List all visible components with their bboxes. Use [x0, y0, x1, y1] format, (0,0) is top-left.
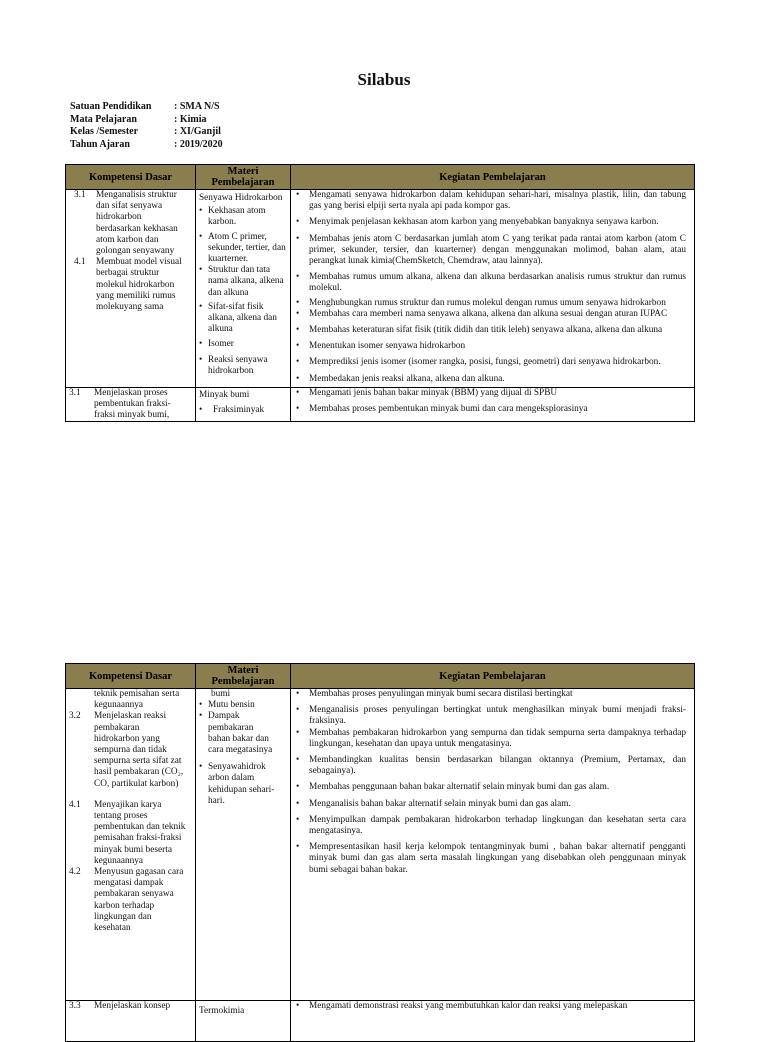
kegiatan-item — [294, 404, 686, 415]
kegiatan-item — [294, 1001, 686, 1012]
materi-cell — [196, 190, 291, 388]
kd-number: 3.1 — [74, 190, 86, 200]
meta-row — [70, 114, 223, 127]
bullet-icon: • — [199, 206, 203, 217]
kegiatan-item — [294, 799, 686, 810]
header-kegiatan: Kegiatan Pembelajaran — [291, 165, 695, 190]
meta-row — [70, 126, 223, 139]
kd-cell — [66, 1001, 196, 1042]
kegiatan-item — [294, 815, 686, 837]
kd-continued-text: teknik pemisahan serta kegunaannya — [94, 689, 180, 711]
bullet-icon: • — [296, 842, 300, 853]
header-kegiatan: Kegiatan Pembelajaran — [291, 664, 695, 689]
kd-item — [69, 711, 192, 789]
bullet-icon: • — [199, 405, 203, 416]
bullet-icon: • — [296, 755, 300, 766]
kd-number: 4.1 — [74, 257, 86, 268]
kd-text: Menyajikan karya tentang proses pembentukan dan teknik pemisahan fraksi-fraksi minyak bumi beserta kegunaannya — [94, 799, 186, 866]
kegiatan-item — [294, 842, 686, 876]
materi-item — [199, 339, 287, 350]
bullet-icon: • — [296, 705, 300, 716]
bullet-icon: • — [296, 272, 300, 283]
bullet-icon: • — [296, 798, 300, 809]
kd-number: 3.2 — [69, 711, 81, 722]
table-row — [66, 387, 695, 422]
bullet-icon: • — [296, 297, 300, 308]
kegiatan-text: Mempresentasikan hasil kerja kelompok tentangminyak bumi , bahan bakar alternatif pengganti minyak bumi dan gas alam serta masalah lingkungan yang disebabkan oleh penggunaan minyak bumi sebagai bahan bakar. — [309, 842, 686, 875]
bullet-icon: • — [296, 814, 300, 825]
bullet-icon: • — [296, 357, 300, 368]
materi-text: Sifat-sifat fisik alkana, alkena dan alkuna — [208, 301, 277, 335]
bullet-icon: • — [199, 301, 203, 312]
kegiatan-item — [294, 341, 686, 352]
kegiatan-text: Menghubungkan rumus struktur dan rumus molekul dengan rumus umum senyawa hidrokarbon — [309, 297, 666, 308]
meta-label: Satuan Pendidikan — [70, 101, 152, 112]
materi-text: Isomer — [208, 339, 234, 350]
syllabus-table-2 — [65, 663, 695, 1042]
materi-cell — [196, 689, 291, 1001]
meta-row — [70, 101, 223, 114]
kegiatan-text: Menyimpulkan dampak pembakaran hidrokarbon terhadap lingkungan dan kesehatan serta cara mengatasinya. — [309, 814, 686, 837]
kegiatan-text: Mengamati senyawa hidrokarbon dalam kehidupan sehari-hari, misalnya plastik, lilin, dan tabung gas yang berisi elpiji serta nyala api pada kompor gas. — [309, 190, 686, 212]
materi-text: Struktur dan tata nama alkana, alkena dan alkuna — [208, 265, 284, 298]
bullet-icon: • — [296, 373, 300, 384]
kegiatan-text: Mengamati demonstrasi reaksi yang membutuhkan kalor dan reaksi yang melepaskan — [309, 1001, 628, 1011]
kegiatan-text: Membahas proses penyulingan minyak bumi secara distilasi bertingkat — [309, 689, 573, 699]
materi-text: Dampak pembakaran bahan bakar dan cara megatasinya — [208, 711, 273, 756]
meta-row — [70, 139, 223, 152]
materi-item — [199, 762, 287, 807]
materi-text: Senyawahidrok arbon dalam kehidupan sehari-hari. — [208, 762, 275, 806]
materi-intro: Termokimia — [199, 1006, 245, 1016]
materi-item — [199, 711, 287, 756]
bullet-icon: • — [296, 387, 300, 398]
bullet-icon: • — [296, 782, 300, 793]
materi-item — [199, 700, 287, 711]
materi-continued-text: bumi — [211, 689, 231, 699]
kd-item — [74, 257, 192, 313]
bullet-icon: • — [296, 404, 300, 415]
kegiatan-text: Membedakan jenis reaksi alkana, alkena dan alkuna. — [309, 373, 505, 384]
bullet-icon: • — [296, 689, 300, 699]
kegiatan-text: Memprediksi jenis isomer (isomer rangka, posisi, fungsi, geometri) dari senyawa hidrokarbon. — [309, 357, 661, 368]
kegiatan-cell — [291, 190, 695, 388]
bullet-icon: • — [199, 265, 203, 276]
kegiatan-cell — [291, 689, 695, 1001]
materi-cell — [196, 387, 291, 422]
meta-value: : Kimia — [174, 113, 207, 125]
kd-text: Menjelaskan proses pembentukan fraksi-fraksi minyak bumi, — [94, 387, 171, 421]
kd-cell — [66, 387, 196, 422]
materi-intro: Minyak bumi — [199, 389, 250, 400]
materi-text: Reaksi senyawa hidrokarbon — [208, 354, 268, 376]
meta-label: Mata Pelajaran — [70, 113, 137, 125]
meta-value: : 2019/2020 — [174, 138, 223, 150]
kegiatan-item — [294, 782, 686, 793]
kd-number: 3.1 — [69, 387, 81, 398]
header-kompetensi-dasar: Kompetensi Dasar — [66, 165, 196, 190]
kegiatan-text: Menganalisis proses penyulingan bertingkat untuk menghasilkan minyak bumi menjadi fraksi-fraksinya. — [309, 705, 686, 727]
kegiatan-item — [294, 689, 686, 700]
kegiatan-cell — [291, 1001, 695, 1042]
materi-item — [199, 206, 287, 228]
kegiatan-text: Menganalisis bahan bakar alternatif selain minyak bumi dan gas alam. — [309, 798, 571, 809]
kegiatan-item — [294, 190, 686, 212]
bullet-icon: • — [296, 1001, 300, 1011]
bullet-icon: • — [296, 233, 300, 244]
materi-item — [199, 302, 287, 336]
bullet-icon: • — [199, 339, 203, 350]
kegiatan-text: Mengamati jenis bahan bakar minyak (BBM) yang dijual di SPBU — [309, 387, 558, 398]
kegiatan-text: Menyimak penjelasan kekhasan atom karbon yang menyebabkan banyaknya senyawa karbon. — [309, 217, 659, 228]
kegiatan-item — [294, 388, 686, 399]
materi-text: Kekhasan atom karbon. — [208, 206, 266, 228]
kd-text: Menjelaskan konsep — [94, 1001, 171, 1011]
table-header-row — [66, 165, 695, 190]
bullet-icon: • — [296, 727, 300, 738]
kd-number: 4.1 — [69, 799, 81, 810]
kegiatan-item — [294, 705, 686, 727]
materi-cell — [196, 1001, 291, 1042]
meta-label: Kelas /Semester — [70, 126, 139, 137]
kegiatan-item — [294, 325, 686, 336]
kd-text: Membuat model visual berbagai struktur molekul hidrokarbon yang memiliki rumus molekuyang sama — [96, 257, 182, 313]
kd-text: Menyusun gagasan cara mengatasi dampak pembakaran senyawa karbon terhadap lingkungan dan kesehatan — [94, 867, 184, 934]
materi-item — [199, 405, 287, 416]
bullet-icon: • — [296, 341, 300, 352]
syllabus-meta — [70, 101, 223, 151]
bullet-icon: • — [199, 762, 203, 773]
kegiatan-item — [294, 728, 686, 750]
kd-cell — [66, 190, 196, 388]
bullet-icon: • — [199, 711, 203, 722]
materi-item — [199, 265, 287, 299]
kegiatan-text: Membahas cara memberi nama senyawa alkana, alkena dan alkuna sesuai dengan aturan IUPAC — [309, 308, 668, 319]
kegiatan-item — [294, 357, 686, 368]
bullet-icon: • — [199, 700, 203, 711]
syllabus-table-1 — [65, 164, 695, 422]
kegiatan-text: Menentukan isomer senyawa hidrokarbon — [309, 341, 466, 352]
kegiatan-item — [294, 298, 686, 309]
kd-item — [74, 190, 192, 257]
bullet-icon: • — [296, 325, 300, 336]
kd-number: 3.3 — [69, 1001, 81, 1011]
materi-text: Mutu bensin — [208, 700, 255, 711]
bullet-icon: • — [296, 190, 300, 200]
bullet-icon: • — [296, 308, 300, 319]
bullet-icon: • — [199, 354, 203, 365]
kegiatan-text: Membandingkan kualitas bensin berdasarkan bilangan oktannya (Premium, Pertamax, dan sebagainya). — [309, 755, 686, 777]
meta-value: : SMA N/S — [174, 101, 220, 112]
kegiatan-text: Membahas proses pembentukan minyak bumi dan cara mengeksplorasinya — [309, 404, 588, 415]
materi-item — [199, 355, 287, 377]
materi-text: Fraksiminyak — [213, 405, 265, 416]
kegiatan-text: Membahas rumus umum alkana, alkena dan alkuna berdasarkan analisis rumus struktur dan rumus molekul. — [309, 272, 686, 294]
kegiatan-item — [294, 234, 686, 268]
header-materi: Materi Pembelajaran — [196, 165, 291, 190]
materi-item — [199, 232, 287, 266]
header-materi: Materi Pembelajaran — [196, 664, 291, 689]
kegiatan-text: Membahas keteraturan sifat fisik (titik didih dan titik leleh) senyawa alkana, alkena dan alkuna — [309, 325, 663, 336]
materi-intro: Senyawa Hidrokarbon — [199, 193, 283, 203]
kd-text: Menjelaskan reaksi pembakaran hidrokarbon yang sempurna dan tidak sempurna serta sifat zat hasil pembakaran (CO₂, CO, partikulat karbon) — [94, 711, 184, 789]
table-row — [66, 190, 695, 388]
kegiatan-text: Membahas pembakaran hidrokarbon yang sempurna dan tidak sempurna serta dampaknya terhadap lingkungan, kesehatan dan upaya untuk mengatasinya. — [309, 727, 686, 749]
kegiatan-item — [294, 309, 686, 320]
kegiatan-item — [294, 272, 686, 294]
kegiatan-item — [294, 755, 686, 777]
kd-item — [69, 388, 192, 422]
header-kompetensi-dasar: Kompetensi Dasar — [66, 664, 196, 689]
kd-number: 4.2 — [69, 867, 81, 878]
table-row — [66, 1001, 695, 1042]
materi-text: Atom C primer, sekunder, tertier, dan kuarterner. — [208, 231, 286, 265]
meta-label: Tahun Ajaran — [70, 138, 130, 150]
kegiatan-item — [294, 217, 686, 228]
kd-item — [69, 867, 192, 934]
kd-text: Menganalisis struktur dan sifat senyawa hidrokarbon berdasarkan kekhasan atom karbon dan golongan senyawany — [96, 190, 178, 257]
kd-item — [69, 1001, 192, 1012]
kegiatan-cell — [291, 387, 695, 422]
kegiatan-item — [294, 374, 686, 385]
kd-item — [69, 800, 192, 867]
bullet-icon: • — [296, 217, 300, 228]
table-header-row — [66, 664, 695, 689]
kegiatan-text: Membahas penggunaan bahan bakar alternatif selain minyak bumi dan gas alam. — [309, 782, 610, 793]
kegiatan-text: Membahas jenis atom C berdasarkan jumlah atom C yang terikat pada rantai atom karbon (atom C primer, sekunder, tersier, dan kuarterner) dengan menggunakan molimod, bahan alam, atau perangkat lunak kimia(ChemSketch, Chemdraw, atau lainnya). — [309, 233, 686, 267]
table-row — [66, 689, 695, 1001]
meta-value: : XI/Ganjil — [174, 126, 221, 137]
bullet-icon: • — [199, 231, 203, 242]
page-title: Silabus — [357, 70, 411, 89]
kd-cell — [66, 689, 196, 1001]
